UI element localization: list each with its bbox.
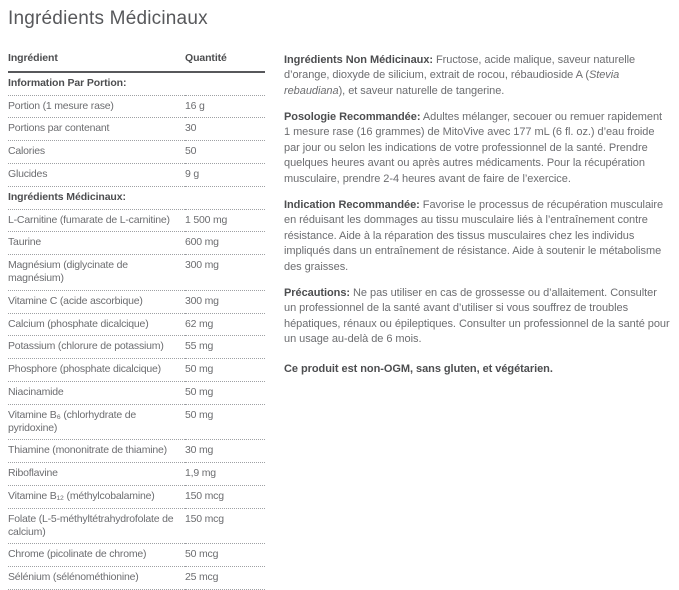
precautions-paragraph xyxy=(284,286,670,348)
ingredient-name-cell: Sélénium (sélénométhionine) xyxy=(8,567,185,590)
ingredient-quantity-cell: 25 mcg xyxy=(185,567,265,590)
table-row xyxy=(8,359,265,382)
ingredient-name-cell: Taurine xyxy=(8,232,185,255)
ingredient-column-header: Ingrédient xyxy=(8,50,185,72)
table-row xyxy=(8,141,265,164)
ingredient-quantity-cell: 50 mg xyxy=(185,404,265,440)
table-row xyxy=(8,95,265,118)
table-row xyxy=(8,440,265,463)
table-row xyxy=(8,508,265,544)
ingredient-quantity-cell: 150 mcg xyxy=(185,485,265,508)
table-row xyxy=(8,404,265,440)
ingredient-quantity-cell: 9 g xyxy=(185,163,265,186)
precautions-label: Précautions: xyxy=(284,287,351,300)
ingredient-name-cell: Calcium (phosphate dicalcique) xyxy=(8,313,185,336)
ingredient-name-cell: Potassium (chlorure de potassium) xyxy=(8,336,185,359)
table-row xyxy=(8,567,265,590)
table-row xyxy=(8,463,265,486)
ingredient-name-cell: Niacinamide xyxy=(8,381,185,404)
non-medicinal-ingredients-text-end: ), et saveur naturelle de tangerine. xyxy=(338,84,505,97)
table-row xyxy=(8,381,265,404)
ingredients-table-column xyxy=(8,50,265,590)
table-row xyxy=(8,232,265,255)
ingredient-quantity-cell: 600 mg xyxy=(185,232,265,255)
ingredients-table xyxy=(8,50,265,590)
ingredient-quantity-cell: 1 500 mg xyxy=(185,209,265,232)
ingredient-quantity-cell: 30 mg xyxy=(185,440,265,463)
content-columns xyxy=(8,50,670,590)
species-name-italic: Stevia rebaudiana xyxy=(284,69,620,97)
ingredient-name-cell: Folate (L-5-méthyltétrahydrofolate de calcium) xyxy=(8,508,185,544)
ingredient-name-cell: Portions par contenant xyxy=(8,118,185,141)
table-row xyxy=(8,255,265,291)
table-row xyxy=(8,336,265,359)
posology-label: Posologie Recommandée: xyxy=(284,111,421,124)
table-section-label: Information Par Portion: xyxy=(8,72,265,95)
ingredient-name-cell: Portion (1 mesure rase) xyxy=(8,95,185,118)
indication-label: Indication Recommandée: xyxy=(284,199,420,212)
ingredient-quantity-cell: 62 mg xyxy=(185,313,265,336)
non-medicinal-ingredients-text: Fructose, acide malique, saveur naturelle d’orange, dioxyde de silicium, extrait de rocou, rébaudioside A ( xyxy=(284,53,636,82)
ingredients-table-body xyxy=(8,72,265,590)
table-header-row xyxy=(8,50,265,72)
info-text-column xyxy=(284,53,670,388)
ingredient-name-cell: Calories xyxy=(8,141,185,164)
ingredient-quantity-cell: 16 g xyxy=(185,95,265,118)
posology-paragraph xyxy=(284,110,670,187)
non-medicinal-ingredients-paragraph xyxy=(284,53,670,99)
ingredient-quantity-cell: 150 mcg xyxy=(185,508,265,544)
table-row xyxy=(8,290,265,313)
ingredient-quantity-cell: 55 mg xyxy=(185,336,265,359)
ingredient-quantity-cell: 50 mcg xyxy=(185,544,265,567)
ingredients-table-head xyxy=(8,50,265,72)
ingredient-name-cell: Thiamine (mononitrate de thiamine) xyxy=(8,440,185,463)
table-row xyxy=(8,163,265,186)
ingredient-name-cell: Vitamine C (acide ascorbique) xyxy=(8,290,185,313)
table-row xyxy=(8,544,265,567)
ingredient-name-cell: Magnésium (diglycinate de magnésium) xyxy=(8,255,185,291)
ingredient-quantity-cell: 50 mg xyxy=(185,359,265,382)
posology-text: Adultes mélanger, secouer ou remuer rapidement 1 mesure rase (16 grammes) de MitoVive avec 177 mL (6 fl. oz.) d’eau froide par jour ou selon les indications de votre professionnel de la santé. Prendre quelques heures avant ou après autres médicaments. Pour la récupération musculaire, prendre 2-4 heures avant de faire de l’exercice. xyxy=(284,111,663,185)
table-section-row xyxy=(8,186,265,209)
non-medicinal-ingredients-label: Ingrédients Non Médicinaux: xyxy=(284,53,433,66)
ingredient-quantity-cell: 1,9 mg xyxy=(185,463,265,486)
indication-text: Favorise le processus de récupération musculaire en réduisant les dommages au tissu musculaire liés à l’entraînement contre résistance. Aide à la réparation des tissus musculaires chez les individus impliqués dans un entraînement de résistance. Aide à soutenir le métabolisme des graisses. xyxy=(284,199,664,273)
ingredient-name-cell: Chrome (picolinate de chrome) xyxy=(8,544,185,567)
ingredient-name-cell: Glucides xyxy=(8,163,185,186)
ingredient-name-cell: Vitamine B₆ (chlorhydrate de pyridoxine) xyxy=(8,404,185,440)
ingredient-name-cell: L-Carnitine (fumarate de L-carnitine) xyxy=(8,209,185,232)
indication-paragraph xyxy=(284,198,670,275)
table-row xyxy=(8,485,265,508)
table-section-label: Ingrédients Médicinaux: xyxy=(8,186,265,209)
ingredient-quantity-cell: 300 mg xyxy=(185,290,265,313)
ingredient-quantity-cell: 30 xyxy=(185,118,265,141)
ingredient-quantity-cell: 50 mg xyxy=(185,381,265,404)
ingredient-name-cell: Vitamine B₁₂ (méthylcobalamine) xyxy=(8,485,185,508)
precautions-text: Ne pas utiliser en cas de grossesse ou d’allaitement. Consulter un professionnel de la santé avant d’utiliser si vous souffrez de troubles hépatiques, rénaux ou épileptiques. Consulter un professionnel de la santé pour un usage au-delà de 6 mois. xyxy=(284,287,670,346)
quantity-column-header: Quantité xyxy=(185,50,265,72)
table-row xyxy=(8,118,265,141)
product-claims-line: Ce produit est non-OGM, sans gluten, et végétarien. xyxy=(284,362,553,375)
ingredient-quantity-cell: 50 xyxy=(185,141,265,164)
page-title: Ingrédients Médicinaux xyxy=(8,8,208,29)
table-row xyxy=(8,313,265,336)
table-row xyxy=(8,209,265,232)
ingredient-name-cell: Phosphore (phosphate dicalcique) xyxy=(8,359,185,382)
table-section-row xyxy=(8,72,265,95)
ingredient-quantity-cell: 300 mg xyxy=(185,255,265,291)
ingredient-name-cell: Riboflavine xyxy=(8,463,185,486)
